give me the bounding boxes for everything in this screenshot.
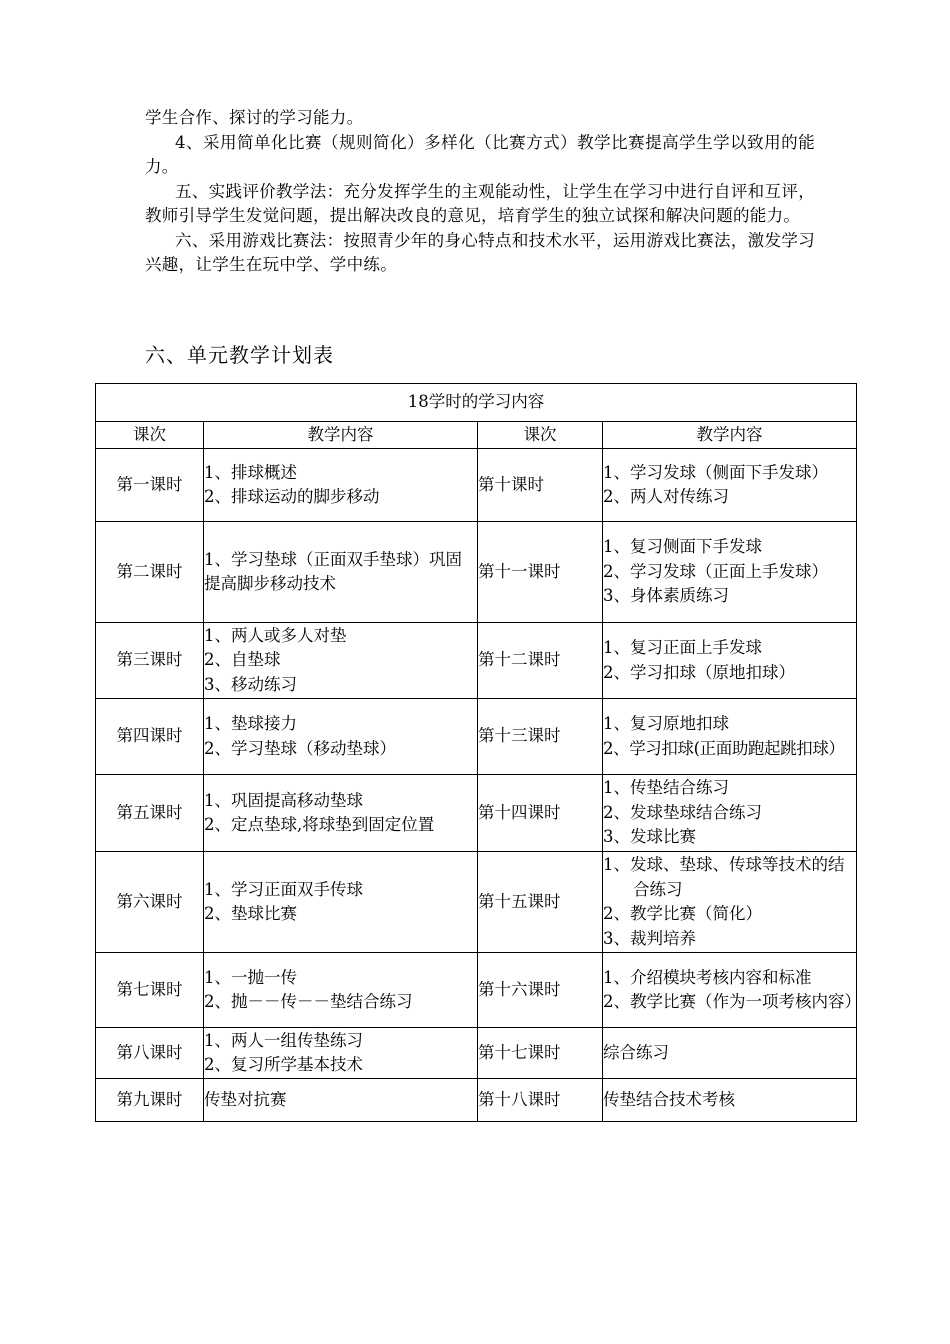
unit-plan-table [95,383,861,1122]
list-item: 1、发球、垫球、传球等技术的结合练习 [603,855,845,899]
list-item: 传垫对抗赛 [204,1089,287,1109]
lesson-cell: 第六课时 [96,852,204,953]
list-item: 1、垫球接力 [204,714,297,733]
table-row [96,953,857,1028]
lesson-cell: 第十六课时 [478,953,603,1028]
lesson-cell: 第十三课时 [478,699,603,775]
lesson-cell: 第十一课时 [478,522,603,623]
list-item: 2、学习扣球（原地扣球） [603,662,795,682]
section-heading: 六、单元教学计划表 [145,343,334,367]
body-text [145,106,815,278]
list-item: 3、裁判培养 [603,928,696,948]
content-cell [204,1028,478,1079]
table-title-row [96,384,857,422]
lesson-cell: 第三课时 [96,623,204,699]
lesson-cell: 第二课时 [96,522,204,623]
lesson-cell: 第十四课时 [478,775,603,852]
content-cell [204,449,478,522]
list-item: 1、学习正面双手传球 [204,879,363,899]
lesson-cell: 第十八课时 [478,1079,603,1122]
lesson-cell: 第八课时 [96,1028,204,1079]
table-row [96,449,857,522]
header-lesson-left: 课次 [96,422,204,449]
content-cell [204,522,478,623]
lesson-cell: 第一课时 [96,449,204,522]
list-item: 3、移动练习 [204,674,297,694]
list-item: 1、排球概述 [204,462,297,482]
table-row [96,522,857,623]
table-row [96,852,857,953]
list-item: 1、两人一组传垫练习 [204,1030,363,1050]
list-item: 2、复习所学基本技术 [204,1055,363,1074]
lesson-cell: 第十课时 [478,449,603,522]
table-row [96,775,857,852]
list-item: 2、定点垫球,将球垫到固定位置 [204,815,435,834]
table-row [96,699,857,775]
list-item: 1、复习正面上手发球 [603,638,762,657]
list-item: 3、身体素质练习 [603,586,729,606]
list-item: 2、两人对传练习 [603,487,729,506]
list-item: 2、学习发球（正面上手发球） [603,561,828,581]
lesson-cell: 第十二课时 [478,623,603,699]
list-item: 传垫结合技术考核 [603,1089,735,1109]
list-item: 2、抛－－传－－垫结合练习 [204,992,413,1011]
list-item: 1、介绍模块考核内容和标准 [603,967,812,987]
content-cell [603,699,857,775]
content-cell [204,852,478,953]
table-row [96,623,857,699]
content-cell [603,1079,857,1122]
content-cell [204,775,478,852]
content-cell [603,953,861,1028]
content-cell [603,775,857,852]
content-cell [603,623,857,699]
list-item: 1、传垫结合练习 [603,778,729,798]
list-item: 1、巩固提高移动垫球 [204,790,363,810]
table-row [96,1028,857,1079]
list-item: 1、学习垫球（正面双手垫球）巩固提高脚步移动技术 [204,549,462,593]
list-item: 2、学习扣球(正面助跑起跳扣球） [603,738,845,758]
table-title: 18学时的学习内容 [96,384,857,422]
lesson-cell: 第九课时 [96,1079,204,1122]
lesson-cell: 第十五课时 [478,852,603,953]
list-item: 2、教学比赛（简化） [603,904,762,923]
content-cell [603,522,857,623]
paragraph: 六、采用游戏比赛法：按照青少年的身心特点和技术水平，运用游戏比赛法，激发学习兴趣，让学生在玩中学、学中练。 [145,230,815,274]
list-item: 1、学习发球（侧面下手发球） [603,462,828,482]
list-item: 1、复习原地扣球 [603,714,729,733]
list-item: 1、两人或多人对垫 [204,625,347,645]
lesson-cell: 第七课时 [96,953,204,1028]
content-cell [204,623,478,699]
content-cell [204,699,478,775]
content-cell [204,953,478,1028]
list-item: 3、发球比赛 [603,827,696,847]
paragraph: 4、采用简单化比赛（规则简化）多样化（比赛方式）教学比赛提高学生学以致用的能力。 [145,132,815,176]
list-item: 1、一抛一传 [204,967,297,987]
lesson-cell: 第五课时 [96,775,204,852]
content-cell [603,449,857,522]
list-item: 2、学习垫球（移动垫球） [204,738,396,758]
list-item: 2、教学比赛（作为一项考核内容） [603,992,861,1011]
content-cell [204,1079,478,1122]
list-item: 2、发球垫球结合练习 [603,802,762,822]
lesson-cell: 第十七课时 [478,1028,603,1079]
list-item: 2、垫球比赛 [204,904,297,923]
table-row [96,1079,857,1122]
lesson-cell: 第四课时 [96,699,204,775]
header-lesson-right: 课次 [478,422,603,449]
list-item: 2、排球运动的脚步移动 [204,487,380,506]
content-cell [603,1028,857,1079]
paragraph: 五、实践评价教学法：充分发挥学生的主观能动性，让学生在学习中进行自评和互评，教师引导学生发觉问题，提出解决改良的意见，培育学生的独立试探和解决问题的能力。 [145,181,815,225]
content-cell [603,852,857,953]
table-header-row [96,422,857,449]
list-item: 综合练习 [603,1042,669,1062]
list-item: 1、复习侧面下手发球 [603,537,762,557]
header-content-left: 教学内容 [204,422,478,449]
header-content-right: 教学内容 [603,422,857,449]
paragraph: 学生合作、探讨的学习能力。 [145,108,364,127]
list-item: 2、自垫球 [204,650,281,670]
